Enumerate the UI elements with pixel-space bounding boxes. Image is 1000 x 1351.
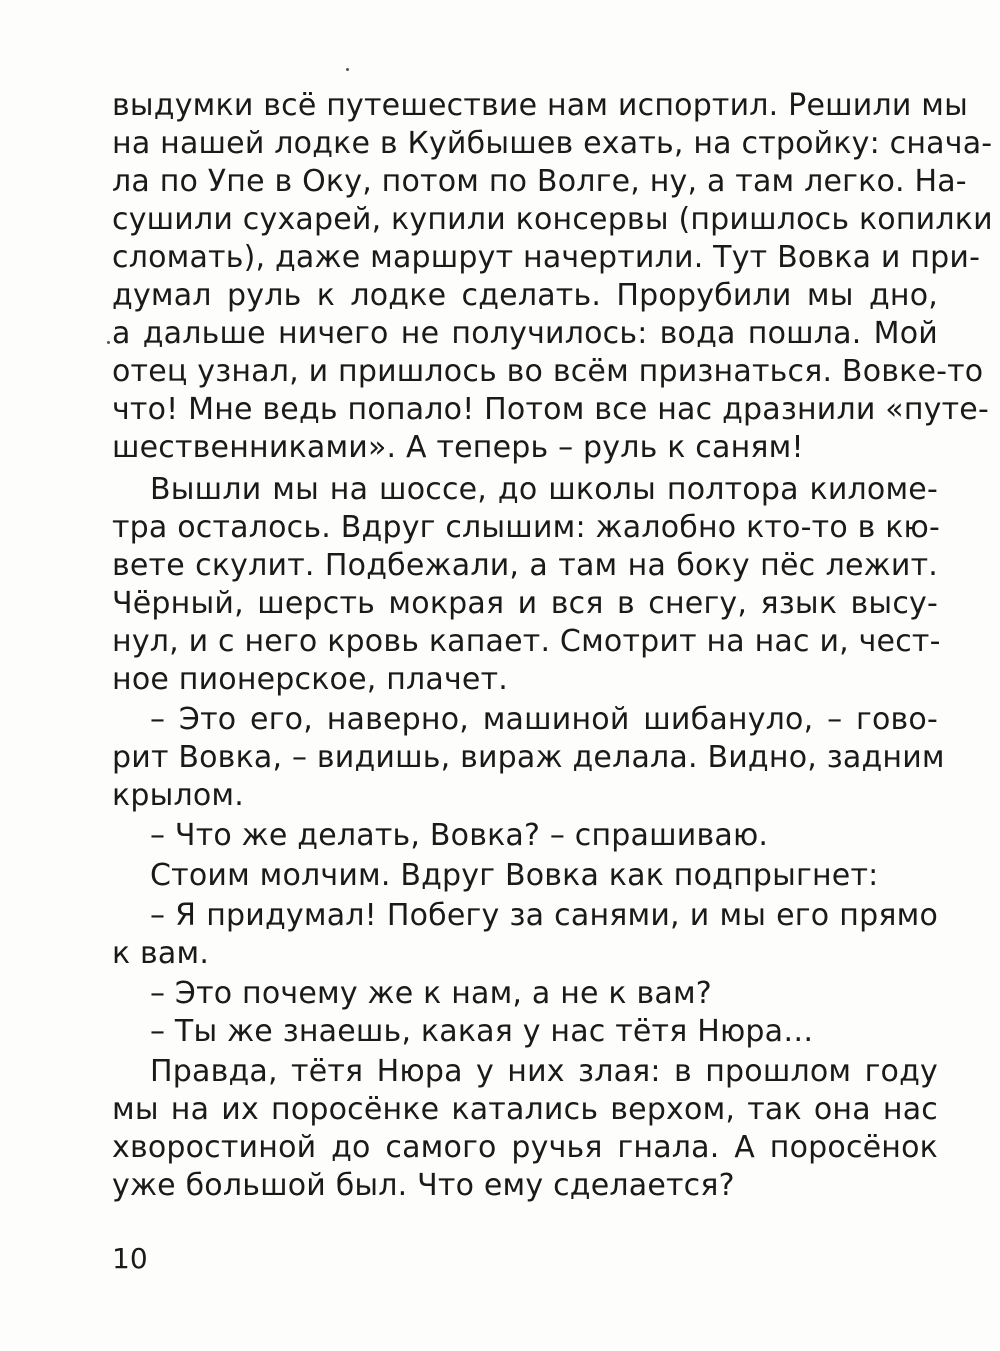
text-line: мы на их поросёнке катались верхом, так она нас [112, 1092, 938, 1127]
text-line: сломать), даже маршрут начертили. Тут Вовка и при- [112, 240, 981, 275]
dialogue-line: – Ты же знаешь, какая у нас тётя Нюра… [150, 1014, 814, 1049]
text-line: Чёрный, шерсть мокрая и вся в снегу, язык высу- [112, 586, 938, 621]
text-line: а дальше ничего не получилось: вода пошла. Мой [112, 316, 938, 351]
text-line: крылом. [112, 778, 244, 813]
text-line: на нашей лодке в Куйбышев ехать, на стройку: снача- [112, 126, 993, 161]
paragraph-first-line: Правда, тётя Нюра у них злая: в прошлом году [150, 1054, 938, 1089]
text-line: к вам. [112, 936, 210, 971]
text-line: ное пионерское, плачет. [112, 662, 509, 697]
text-line: выдумки всё путешествие нам испортил. Решили мы [112, 88, 968, 123]
text-line: рит Вовка, – видишь, вираж делала. Видно, задним [112, 740, 945, 775]
paragraph-first-line: Вышли мы на шоссе, до школы полтора киломе- [150, 472, 938, 507]
text-line: хворостиной до самого ручья гнала. А поросёнок [112, 1130, 938, 1165]
print-speck [107, 341, 110, 344]
text-line: шественниками». А теперь – руль к саням! [112, 430, 804, 465]
text-line: сушили сухарей, купили консервы (пришлось копилки [112, 202, 993, 237]
dialogue-line: – Я придумал! Побегу за санями, и мы его прямо [150, 898, 938, 933]
dialogue-line: – Это почему же к нам, а не к вам? [150, 976, 712, 1011]
print-speck [346, 68, 349, 71]
text-line: что! Мне ведь попало! Потом все нас дразнили «путе- [112, 392, 989, 427]
dialogue-line: – Что же делать, Вовка? – спрашиваю. [150, 818, 769, 853]
text-line: нул, и с него кровь капает. Смотрит на нас и, чест- [112, 624, 941, 659]
text-line: уже большой был. Что ему сделается? [112, 1168, 735, 1203]
text-line: отец узнал, и пришлось во всём признаться. Вовке-то [112, 354, 984, 389]
text-line: ла по Упе в Оку, потом по Волге, ну, а там легко. На- [112, 164, 967, 199]
text-line: тра осталось. Вдруг слышим: жалобно кто-то в кю- [112, 510, 941, 545]
dialogue-line: – Это его, наверно, машиной шибануло, – гово- [150, 702, 938, 737]
text-line: вете скулит. Подбежали, а там на боку пёс лежит. [112, 548, 938, 583]
page-number: 10 [112, 1242, 148, 1275]
text-line: думал руль к лодке сделать. Прорубили мы дно, [112, 278, 938, 313]
paragraph-first-line: Стоим молчим. Вдруг Вовка как подпрыгнет: [150, 858, 879, 893]
